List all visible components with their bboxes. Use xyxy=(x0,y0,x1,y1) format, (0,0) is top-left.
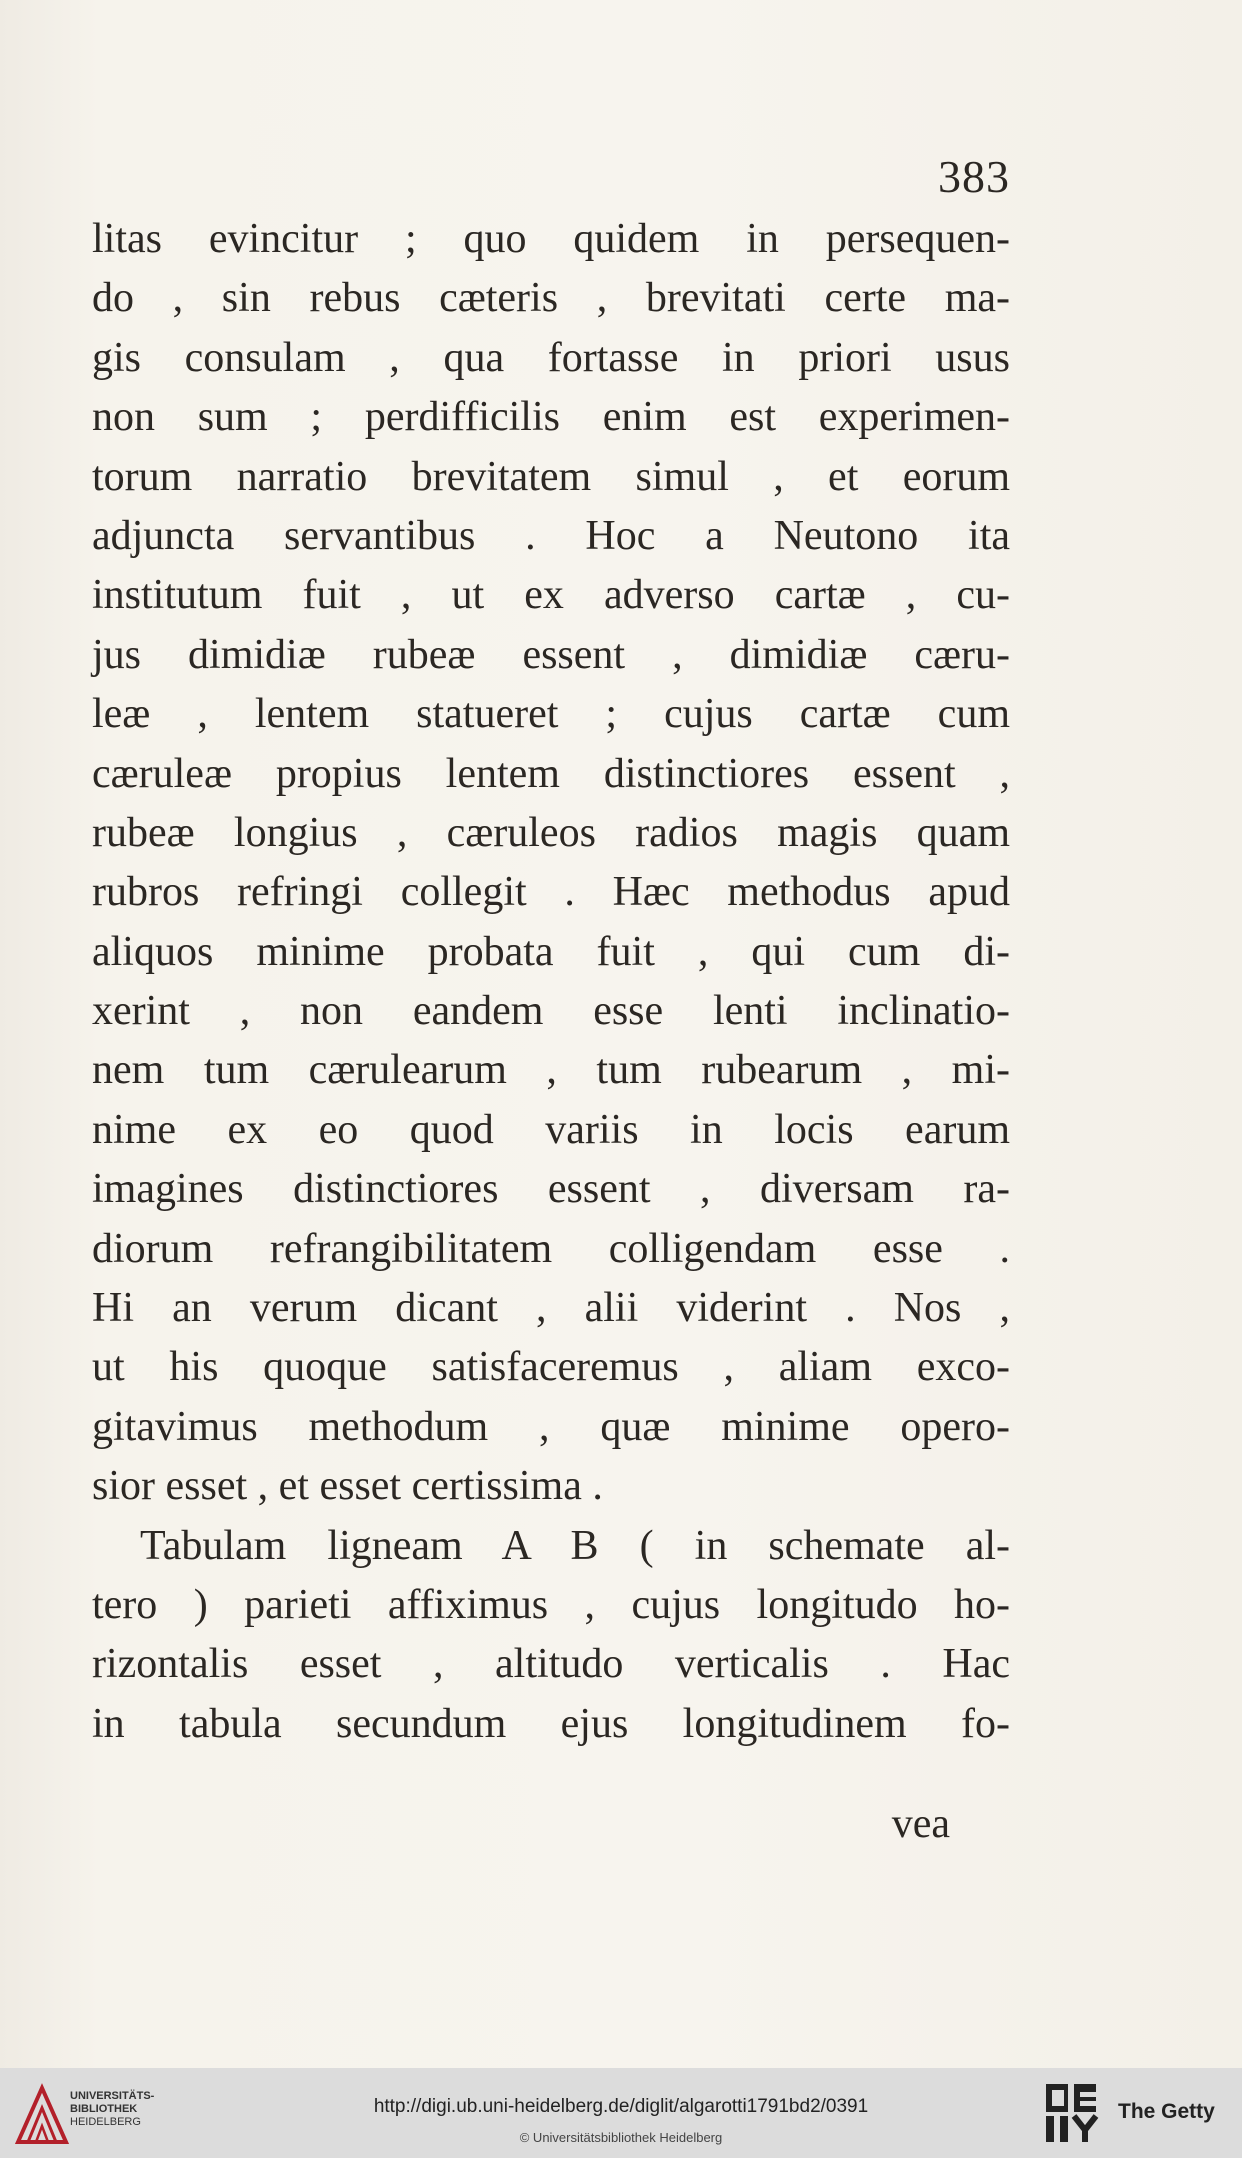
text-line: imagines distinctiores essent , diversam ra- xyxy=(92,1166,1010,1213)
text-line: Hi an verum dicant , alii viderint . Nos , xyxy=(92,1285,1010,1332)
text-line: xerint , non eandem esse lenti inclinatio- xyxy=(92,988,1010,1035)
text-line: leæ , lentem statueret ; cujus cartæ cum xyxy=(92,691,1010,738)
footer-bar xyxy=(0,2068,1242,2158)
getty-logo-icon xyxy=(1044,2082,1100,2144)
text-line: jus dimidiæ rubeæ essent , dimidiæ cæru- xyxy=(92,631,1010,678)
text-line: sior esset , et esset certissima . xyxy=(92,1463,603,1510)
body-text xyxy=(92,210,1010,1754)
text-line: torum narratio brevitatem simul , et eorum xyxy=(92,453,1010,500)
text-line: Tabulam ligneam A B ( in schemate al- xyxy=(140,1522,1010,1569)
text-line: non sum ; perdifficilis enim est experimen- xyxy=(92,394,1010,441)
text-line: litas evincitur ; quo quidem in persequen- xyxy=(92,216,1010,262)
text-line: gitavimus methodum , quæ minime opero- xyxy=(92,1403,1010,1450)
getty-name: The Getty xyxy=(1118,2100,1215,2123)
library-name: UNIVERSITÄTS- BIBLIOTHEK HEIDELBERG xyxy=(70,2090,155,2128)
text-line: rizontalis esset , altitudo verticalis . Hac xyxy=(92,1641,1010,1688)
text-line: do , sin rebus cæteris , brevitati certe ma- xyxy=(92,275,1010,322)
text-line: nime ex eo quod variis in locis earum xyxy=(92,1106,1010,1153)
text-line: ut his quoque satisfaceremus , aliam exco- xyxy=(92,1344,1010,1391)
text-line: rubeæ longius , cæruleos radios magis quam xyxy=(92,809,1010,856)
text-line: institutum fuit , ut ex adverso cartæ , cu- xyxy=(92,572,1010,619)
text-line: aliquos minime probata fuit , qui cum di- xyxy=(92,928,1010,975)
text-line: rubros refringi collegit . Hæc methodus apud xyxy=(92,869,1010,916)
text-line: adjuncta servantibus . Hoc a Neutono ita xyxy=(92,512,1010,559)
text-line: gis consulam , qua fortasse in priori usus xyxy=(92,334,1010,381)
text-line: nem tum cærulearum , tum rubearum , mi- xyxy=(92,1047,1010,1094)
copyright-notice: © Universitätsbibliothek Heidelberg xyxy=(519,2130,723,2145)
catchword: vea xyxy=(891,1801,950,1847)
permalink-url[interactable]: http://digi.ub.uni-heidelberg.de/diglit/algarotti1791bd2/0391 xyxy=(373,2096,869,2117)
text-line: diorum refrangibilitatem colligendam esse . xyxy=(92,1225,1010,1272)
page-number: 383 xyxy=(938,151,1010,202)
text-line: tero ) parieti affiximus , cujus longitudo ho- xyxy=(92,1581,1010,1628)
text-line: cæruleæ propius lentem distinctiores essent , xyxy=(92,750,1010,797)
text-line: in tabula secundum ejus longitudinem fo- xyxy=(92,1700,1010,1747)
